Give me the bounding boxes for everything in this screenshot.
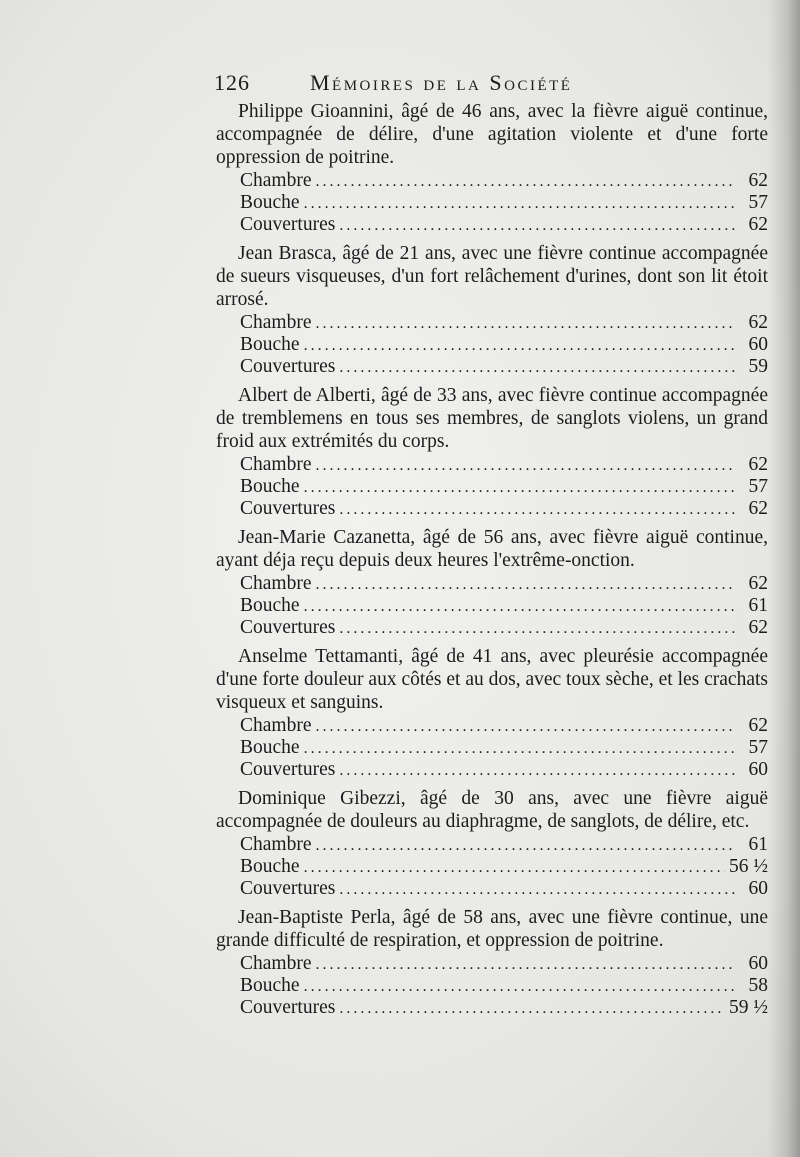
measurement-label: Bouche — [240, 192, 300, 213]
measurement-value: 60 — [748, 759, 768, 780]
dot-leader — [339, 878, 736, 901]
page-header — [214, 70, 714, 104]
measurement-row — [240, 572, 768, 594]
measurement-label: Chambre — [240, 953, 312, 974]
measurement-value: 61 — [748, 595, 768, 616]
measurement-label: Chambre — [240, 834, 312, 855]
measurement-value: 58 — [748, 975, 768, 996]
measurement-value: 62 — [748, 454, 768, 475]
measurement-row — [240, 974, 768, 996]
measurement-row — [240, 833, 768, 855]
case-entry — [216, 384, 768, 519]
dot-leader — [339, 997, 725, 1020]
page-number: 126 — [214, 70, 250, 95]
measurement-row — [240, 855, 768, 877]
measurement-row — [240, 714, 768, 736]
measurement-label: Bouche — [240, 476, 300, 497]
case-entry — [216, 242, 768, 377]
measurement-label: Chambre — [240, 715, 312, 736]
measurement-row — [240, 169, 768, 191]
measurement-label: Couvertures — [240, 878, 336, 899]
measurement-row — [240, 877, 768, 899]
dot-leader — [315, 312, 736, 335]
measurement-label: Chambre — [240, 454, 312, 475]
case-entry — [216, 787, 768, 899]
measurement-row — [240, 996, 768, 1018]
measurement-label: Couvertures — [240, 759, 336, 780]
dot-leader — [315, 170, 736, 193]
dot-leader — [304, 334, 736, 357]
case-description: Jean-Baptiste Perla, âgé de 58 ans, avec une fièvre continue, une grande difficulté de respiration, et oppression de poitrine. — [216, 907, 768, 951]
measurement-row — [240, 952, 768, 974]
measurement-value: 62 — [748, 573, 768, 594]
case-description: Jean-Marie Cazanetta, âgé de 56 ans, avec fièvre aiguë continue, ayant déja reçu depuis deux heures l'extrême-onction. — [216, 527, 768, 571]
measurement-value: 62 — [748, 170, 768, 191]
dot-leader — [339, 617, 736, 640]
measurement-label: Bouche — [240, 856, 300, 877]
measurement-value: 62 — [748, 214, 768, 235]
case-description: Dominique Gibezzi, âgé de 30 ans, avec une fièvre aiguë accompagnée de douleurs au diaphragme, de sanglots, de délire, etc. — [216, 788, 768, 832]
page-content — [216, 100, 768, 1025]
measurement-label: Couvertures — [240, 617, 336, 638]
measurement-row — [240, 333, 768, 355]
measurement-value: 56 ½ — [729, 856, 768, 877]
measurement-value: 62 — [748, 312, 768, 333]
measurement-value: 60 — [748, 878, 768, 899]
measurement-value: 62 — [748, 617, 768, 638]
dot-leader — [339, 759, 736, 782]
measurement-row — [240, 355, 768, 377]
measurement-row — [240, 475, 768, 497]
case-entry — [216, 906, 768, 1018]
dot-leader — [315, 454, 736, 477]
measurement-row — [240, 453, 768, 475]
measurement-value: 62 — [748, 715, 768, 736]
measurement-value: 59 — [748, 356, 768, 377]
case-description: Albert de Alberti, âgé de 33 ans, avec fièvre continue accompagnée de tremblemens en tous ses membres, de sanglots violens, un grand froid aux extrémités du corps. — [216, 385, 768, 452]
dot-leader — [304, 476, 736, 499]
dot-leader — [304, 737, 736, 760]
measurement-label: Bouche — [240, 737, 300, 758]
dot-leader — [304, 975, 736, 998]
dot-leader — [304, 595, 736, 618]
running-title: Mémoires de la Société — [310, 70, 573, 95]
dot-leader — [315, 715, 736, 738]
measurement-row — [240, 594, 768, 616]
measurement-value: 57 — [748, 476, 768, 497]
measurement-value: 60 — [748, 334, 768, 355]
dot-leader — [304, 192, 736, 215]
measurement-label: Couvertures — [240, 214, 336, 235]
measurement-value: 62 — [748, 498, 768, 519]
measurement-row — [240, 191, 768, 213]
measurement-label: Chambre — [240, 573, 312, 594]
dot-leader — [304, 856, 725, 879]
measurement-label: Bouche — [240, 334, 300, 355]
measurement-row — [240, 616, 768, 638]
measurement-value: 61 — [748, 834, 768, 855]
measurement-row — [240, 497, 768, 519]
dot-leader — [315, 953, 736, 976]
dot-leader — [339, 214, 736, 237]
measurement-row — [240, 736, 768, 758]
dot-leader — [315, 834, 736, 857]
measurement-value: 57 — [748, 192, 768, 213]
measurement-label: Chambre — [240, 170, 312, 191]
dot-leader — [339, 498, 736, 521]
dot-leader — [315, 573, 736, 596]
dot-leader — [339, 356, 736, 379]
measurement-value: 57 — [748, 737, 768, 758]
measurement-label: Couvertures — [240, 356, 336, 377]
case-description: Jean Brasca, âgé de 21 ans, avec une fièvre continue accompagnée de sueurs visqueuses, d'un fort relâchement d'urines, dont son lit étoit arrosé. — [216, 243, 768, 310]
measurement-value: 60 — [748, 953, 768, 974]
measurement-label: Couvertures — [240, 498, 336, 519]
measurement-label: Bouche — [240, 595, 300, 616]
measurement-label: Bouche — [240, 975, 300, 996]
case-description: Philippe Gioannini, âgé de 46 ans, avec la fièvre aiguë continue, accompagnée de délire, d'une agitation violente et d'une forte oppression de poitrine. — [216, 101, 768, 168]
measurement-row — [240, 758, 768, 780]
case-entry — [216, 526, 768, 638]
case-description: Anselme Tettamanti, âgé de 41 ans, avec pleurésie accompagnée d'une forte douleur aux côtés et au dos, avec toux sèche, et les crachats visqueux et sanguins. — [216, 646, 768, 713]
case-entry — [216, 100, 768, 235]
page-edge-shadow — [768, 0, 800, 1157]
case-entry — [216, 645, 768, 780]
measurement-label: Chambre — [240, 312, 312, 333]
measurement-row — [240, 311, 768, 333]
measurement-value: 59 ½ — [729, 997, 768, 1018]
measurement-row — [240, 213, 768, 235]
measurement-label: Couvertures — [240, 997, 336, 1018]
